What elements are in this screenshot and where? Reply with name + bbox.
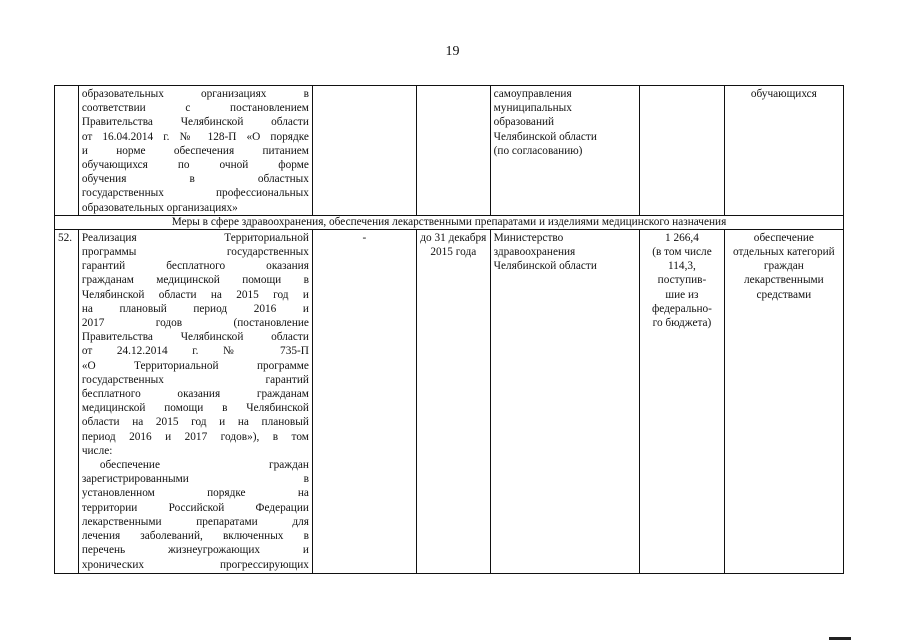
text-line: Челябинской области: [493, 130, 597, 143]
cell-measure-name: [78, 86, 312, 216]
text-line: от 24.12.2014 г. № 735-П: [81, 345, 309, 358]
text-line: государственных гарантий: [81, 373, 309, 386]
text-line: 2015 года: [430, 246, 477, 259]
text-line: поступив-: [657, 274, 707, 287]
text-line: программы государственных: [81, 246, 309, 259]
cell-number: [55, 86, 79, 216]
cell-resources: [312, 86, 416, 216]
cell-term: [416, 229, 490, 573]
text-line: Правительства Челябинской области: [81, 116, 309, 129]
section-heading: Меры в сфере здравоохранения, обеспечения лекарственными препаратами и изделиями медицинского назначения: [55, 215, 844, 229]
section-heading-row: [55, 215, 844, 229]
text-line: обучающихся по очной форме: [81, 159, 309, 172]
text-line: период 2016 и 2017 годов»), в том: [81, 430, 309, 443]
text-line: граждан: [763, 260, 804, 273]
text-line: 1 266,4: [665, 231, 699, 244]
text-line: «О Территориальной программе: [81, 359, 309, 372]
text-line: гарантий бесплатного оказания: [81, 260, 309, 273]
measures-table: [54, 85, 844, 574]
text-line: федерально-: [651, 302, 712, 315]
page-number: 19: [445, 44, 460, 59]
cell-outcome: обучающихся: [724, 86, 843, 216]
text-line: (в том числе: [652, 246, 712, 259]
text-line: муниципальных: [493, 102, 572, 115]
text-line: бесплатного оказания гражданам: [81, 388, 309, 401]
text-line: обеспечение граждан: [99, 459, 309, 472]
text-line: лекарственными: [743, 274, 824, 287]
text-line: на плановый период 2016 и: [81, 302, 309, 315]
cell-outcome: [724, 229, 843, 573]
text-line: Челябинской области: [493, 260, 597, 273]
text-line: отдельных категорий: [733, 246, 835, 259]
text-line: шие из: [665, 288, 699, 301]
text-line: здравоохранения: [493, 246, 576, 259]
text-line: соответствии с постановлением: [81, 102, 309, 115]
text-line: образований: [493, 116, 555, 129]
text-line: обучения в областных: [81, 173, 309, 186]
cell-funding: [640, 229, 725, 573]
cell-measure-name: [78, 229, 312, 573]
text-line: медицинской помощи в Челябинской: [81, 402, 309, 415]
text-line: Министерство: [493, 231, 564, 244]
cell-funding: [640, 86, 725, 216]
text-line: государственных профессиональных: [81, 187, 309, 200]
text-line: и норме обеспечения питанием: [81, 144, 309, 157]
text-line: установленном порядке на: [81, 487, 309, 500]
cell-resources: -: [312, 229, 416, 573]
cell-executor: [490, 86, 640, 216]
text-line: от 16.04.2014 г. № 128-П «О порядке: [81, 130, 309, 143]
cell-number: 52.: [55, 229, 79, 573]
text-line: Реализация Территориальной: [81, 231, 309, 244]
text-line: (по согласованию): [493, 144, 583, 157]
cell-executor: [490, 229, 640, 573]
text-line: 2017 годов (постановление: [81, 317, 309, 330]
text-line: области на 2015 год и на плановый: [81, 416, 309, 429]
text-line: до 31 декабря: [420, 231, 487, 244]
text-line: территории Российской Федерации: [81, 501, 309, 514]
continuation-row: [55, 86, 844, 216]
text-line: лечения заболеваний, включенных в: [81, 530, 309, 543]
text-line: Правительства Челябинской области: [81, 331, 309, 344]
cell-term: [416, 86, 490, 216]
text-line: гражданам медицинской помощи в: [81, 274, 309, 287]
text-line: образовательных организациях в: [81, 88, 309, 100]
text-line: 114,3,: [668, 260, 696, 273]
text-line: лекарственными препаратами для: [81, 515, 309, 528]
text-line: го бюджета): [652, 317, 712, 330]
table-row-52: [55, 229, 844, 573]
text-line: перечень жизнеугрожающих и: [81, 544, 309, 557]
text-line: самоуправления: [493, 88, 572, 100]
text-line: образовательных организациях»: [81, 201, 238, 214]
text-line: хронических прогрессирующих: [81, 558, 309, 571]
text-line: средствами: [756, 288, 812, 301]
text-line: обеспечение: [753, 231, 814, 244]
text-line: числе:: [81, 444, 113, 457]
text-line: Челябинской области на 2015 год и: [81, 288, 309, 301]
text-line: зарегистрированными в: [81, 473, 309, 486]
